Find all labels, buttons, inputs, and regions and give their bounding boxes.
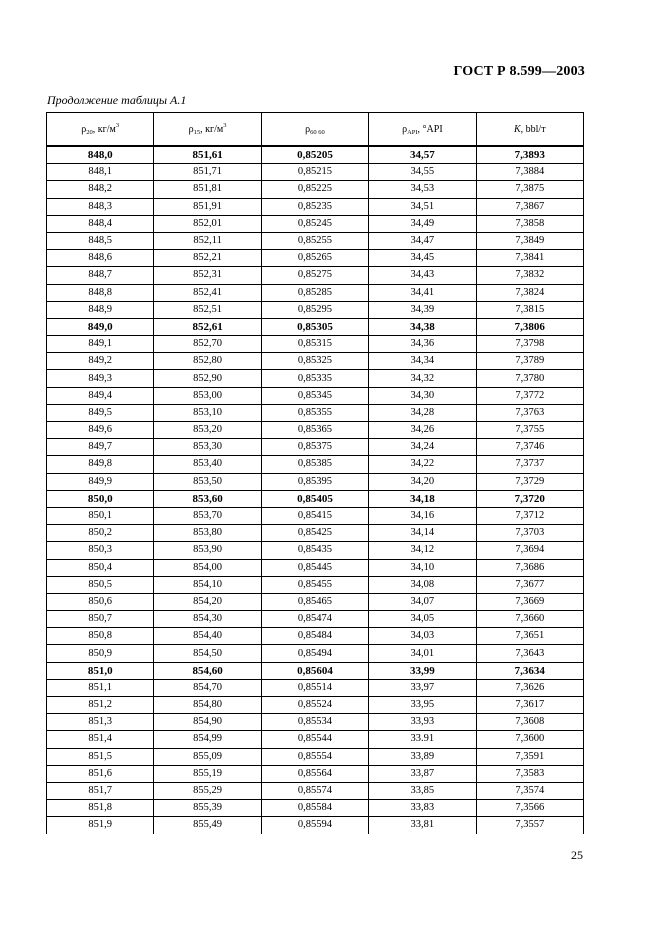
table-row — [47, 284, 584, 301]
table-cell: 7,3694 — [476, 542, 583, 559]
table-cell: 854,30 — [154, 611, 261, 628]
table-cell: 0,85385 — [261, 456, 368, 473]
table-cell: 7,3763 — [476, 404, 583, 421]
table-cell: 850,3 — [47, 542, 154, 559]
table-cell: 854,99 — [154, 731, 261, 748]
table-cell: 852,90 — [154, 370, 261, 387]
table-row — [47, 559, 584, 576]
table-row — [47, 353, 584, 370]
table-cell: 34,07 — [369, 593, 476, 610]
table-cell: 848,6 — [47, 250, 154, 267]
table-cell: 852,31 — [154, 267, 261, 284]
table-cell: 854,70 — [154, 679, 261, 696]
table-cell: 34,36 — [369, 336, 476, 353]
table-cell: 850,8 — [47, 628, 154, 645]
page-number: 25 — [571, 848, 583, 862]
table-cell: 851,5 — [47, 748, 154, 765]
table-cell: 853,90 — [154, 542, 261, 559]
table-cell: 851,4 — [47, 731, 154, 748]
table-cell: 848,2 — [47, 181, 154, 198]
table-cell: 854,20 — [154, 593, 261, 610]
table-row — [47, 507, 584, 524]
table-row — [47, 593, 584, 610]
table-cell: 0,85305 — [261, 318, 368, 335]
table-cell: 34,32 — [369, 370, 476, 387]
table-cell: 7,3841 — [476, 250, 583, 267]
table-cell: 853,30 — [154, 439, 261, 456]
table-cell: 7,3884 — [476, 164, 583, 181]
table-cell: 7,3867 — [476, 198, 583, 215]
table-cell: 849,5 — [47, 404, 154, 421]
table-cell: 0,85584 — [261, 800, 368, 817]
table-row — [47, 817, 584, 834]
table-cell: 850,2 — [47, 525, 154, 542]
table-cell: 34,41 — [369, 284, 476, 301]
table-row — [47, 146, 584, 164]
table-cell: 851,8 — [47, 800, 154, 817]
table-cell: 34,10 — [369, 559, 476, 576]
table-cell: 855,39 — [154, 800, 261, 817]
table-cell: 850,7 — [47, 611, 154, 628]
table-cell: 851,0 — [47, 662, 154, 679]
table-cell: 7,3660 — [476, 611, 583, 628]
table-cell: 0,85474 — [261, 611, 368, 628]
table-cell: 0,85205 — [261, 146, 368, 164]
table-cell: 851,2 — [47, 697, 154, 714]
table-cell: 7,3849 — [476, 232, 583, 249]
table-cell: 7,3634 — [476, 662, 583, 679]
table-cell: 0,85534 — [261, 714, 368, 731]
table-row — [47, 301, 584, 318]
table-cell: 849,2 — [47, 353, 154, 370]
table-cell: 7,3600 — [476, 731, 583, 748]
table-cell: 7,3832 — [476, 267, 583, 284]
table-cell: 853,00 — [154, 387, 261, 404]
table-cell: 34,55 — [369, 164, 476, 181]
table-cell: 849,4 — [47, 387, 154, 404]
table-cell: 7,3737 — [476, 456, 583, 473]
table-row — [47, 679, 584, 696]
table-cell: 0,85395 — [261, 473, 368, 490]
table-cell: 850,5 — [47, 576, 154, 593]
table-cell: 849,0 — [47, 318, 154, 335]
table-cell: 0,85265 — [261, 250, 368, 267]
table-cell: 34,39 — [369, 301, 476, 318]
table-cell: 0,85445 — [261, 559, 368, 576]
table-cell: 0,85455 — [261, 576, 368, 593]
table-cell: 854,50 — [154, 645, 261, 662]
table-cell: 848,5 — [47, 232, 154, 249]
table-cell: 852,41 — [154, 284, 261, 301]
table-row — [47, 697, 584, 714]
table-cell: 0,85514 — [261, 679, 368, 696]
table-row — [47, 525, 584, 542]
table-cell: 34,28 — [369, 404, 476, 421]
table-cell: 850,0 — [47, 490, 154, 507]
table-cell: 851,71 — [154, 164, 261, 181]
table-cell: 7,3643 — [476, 645, 583, 662]
table-row — [47, 473, 584, 490]
table-cell: 33,83 — [369, 800, 476, 817]
table-cell: 34,01 — [369, 645, 476, 662]
table-cell: 7,3557 — [476, 817, 583, 834]
table-cell: 854,10 — [154, 576, 261, 593]
table-cell: 7,3669 — [476, 593, 583, 610]
table-cell: 7,3677 — [476, 576, 583, 593]
table-cell: 0,85375 — [261, 439, 368, 456]
table-cell: 849,8 — [47, 456, 154, 473]
table-cell: 0,85435 — [261, 542, 368, 559]
table-row — [47, 662, 584, 679]
table-cell: 854,60 — [154, 662, 261, 679]
table-row — [47, 439, 584, 456]
table-cell: 34,12 — [369, 542, 476, 559]
table-row — [47, 387, 584, 404]
table-row — [47, 250, 584, 267]
table-cell: 0,85355 — [261, 404, 368, 421]
table-cell: 34,24 — [369, 439, 476, 456]
table-row — [47, 748, 584, 765]
table-cell: 855,49 — [154, 817, 261, 834]
table-row — [47, 765, 584, 782]
table-cell: 851,7 — [47, 782, 154, 799]
table-cell: 34,47 — [369, 232, 476, 249]
table-cell: 7,3608 — [476, 714, 583, 731]
table-cell: 0,85345 — [261, 387, 368, 404]
table-cell: 852,70 — [154, 336, 261, 353]
table-cell: 0,85245 — [261, 215, 368, 232]
table-row — [47, 628, 584, 645]
table-body — [47, 146, 584, 834]
document-code: ГОСТ Р 8.599—2003 — [453, 64, 585, 79]
column-header-relative-density: $\rho_{60 60}$ — [261, 113, 368, 147]
table-cell: 852,80 — [154, 353, 261, 370]
table-cell: 849,7 — [47, 439, 154, 456]
table-cell: 853,80 — [154, 525, 261, 542]
table-cell: 0,85494 — [261, 645, 368, 662]
table-cell: 851,81 — [154, 181, 261, 198]
table-cell: 853,60 — [154, 490, 261, 507]
table-cell: 7,3893 — [476, 146, 583, 164]
table-cell: 7,3815 — [476, 301, 583, 318]
table-cell: 34,03 — [369, 628, 476, 645]
column-header-api-gravity: $\rho_{API}$, °API — [369, 113, 476, 147]
table-cell: 852,21 — [154, 250, 261, 267]
table-row — [47, 318, 584, 335]
table-cell: 0,85225 — [261, 181, 368, 198]
table-cell: 852,51 — [154, 301, 261, 318]
table-cell: 0,85544 — [261, 731, 368, 748]
table-row — [47, 456, 584, 473]
table-cell: 33,81 — [369, 817, 476, 834]
table-row — [47, 198, 584, 215]
table-cell: 33,87 — [369, 765, 476, 782]
table-cell: 852,11 — [154, 232, 261, 249]
table-cell: 7,3772 — [476, 387, 583, 404]
table-row — [47, 267, 584, 284]
table-cell: 34,18 — [369, 490, 476, 507]
table-row — [47, 611, 584, 628]
table-cell: 7,3875 — [476, 181, 583, 198]
table-cell: 0,85215 — [261, 164, 368, 181]
data-table — [46, 112, 584, 834]
table-cell: 850,9 — [47, 645, 154, 662]
table-cell: 33,89 — [369, 748, 476, 765]
table-cell: 34,08 — [369, 576, 476, 593]
table-caption: Продолжение таблицы А.1 — [47, 93, 187, 107]
table-cell: 855,09 — [154, 748, 261, 765]
table-cell: 0,85484 — [261, 628, 368, 645]
table-cell: 848,7 — [47, 267, 154, 284]
table-cell: 848,0 — [47, 146, 154, 164]
table-cell: 849,6 — [47, 422, 154, 439]
table-row — [47, 232, 584, 249]
table-cell: 7,3789 — [476, 353, 583, 370]
table-cell: 33,93 — [369, 714, 476, 731]
table-cell: 0,85325 — [261, 353, 368, 370]
table-row — [47, 164, 584, 181]
table-cell: 7,3566 — [476, 800, 583, 817]
table-row — [47, 404, 584, 421]
table-cell: 0,85524 — [261, 697, 368, 714]
table-cell: 7,3574 — [476, 782, 583, 799]
table-cell: 851,1 — [47, 679, 154, 696]
table-cell: 854,90 — [154, 714, 261, 731]
table-row — [47, 645, 584, 662]
table-cell: 0,85594 — [261, 817, 368, 834]
table-cell: 33,97 — [369, 679, 476, 696]
table-row — [47, 336, 584, 353]
table-cell: 7,3746 — [476, 439, 583, 456]
table-cell: 34,45 — [369, 250, 476, 267]
table-cell: 848,8 — [47, 284, 154, 301]
table-cell: 855,19 — [154, 765, 261, 782]
table-cell: 34,05 — [369, 611, 476, 628]
table-cell: 7,3798 — [476, 336, 583, 353]
table-cell: 853,70 — [154, 507, 261, 524]
table-cell: 7,3806 — [476, 318, 583, 335]
table-cell: 7,3720 — [476, 490, 583, 507]
table-cell: 0,85365 — [261, 422, 368, 439]
table-cell: 0,85315 — [261, 336, 368, 353]
table-row — [47, 490, 584, 507]
table-cell: 854,00 — [154, 559, 261, 576]
table-cell: 7,3626 — [476, 679, 583, 696]
table-row — [47, 800, 584, 817]
table-row — [47, 714, 584, 731]
table-cell: 848,3 — [47, 198, 154, 215]
table-cell: 848,9 — [47, 301, 154, 318]
table-cell: 850,4 — [47, 559, 154, 576]
table-cell: 849,1 — [47, 336, 154, 353]
table-cell: 850,6 — [47, 593, 154, 610]
table-cell: 0,85574 — [261, 782, 368, 799]
table-row — [47, 422, 584, 439]
table-cell: 7,3651 — [476, 628, 583, 645]
table-cell: 0,85255 — [261, 232, 368, 249]
table-cell: 0,85405 — [261, 490, 368, 507]
table-cell: 851,91 — [154, 198, 261, 215]
table-cell: 0,85604 — [261, 662, 368, 679]
table-cell: 852,61 — [154, 318, 261, 335]
table-cell: 0,85235 — [261, 198, 368, 215]
table-cell: 851,3 — [47, 714, 154, 731]
table-cell: 7,3824 — [476, 284, 583, 301]
table-cell: 853,20 — [154, 422, 261, 439]
table-cell: 7,3591 — [476, 748, 583, 765]
table-cell: 33.91 — [369, 731, 476, 748]
table-cell: 850,1 — [47, 507, 154, 524]
table-cell: 34,51 — [369, 198, 476, 215]
table-cell: 7,3703 — [476, 525, 583, 542]
table-cell: 34,30 — [369, 387, 476, 404]
table-cell: 849,9 — [47, 473, 154, 490]
table-row — [47, 542, 584, 559]
table-cell: 848,1 — [47, 164, 154, 181]
table-cell: 7,3686 — [476, 559, 583, 576]
table-cell: 7,3617 — [476, 697, 583, 714]
table-cell: 0,85285 — [261, 284, 368, 301]
table-cell: 854,80 — [154, 697, 261, 714]
table-cell: 0,85564 — [261, 765, 368, 782]
column-header-rho20: $\rho_{20}$, $кг/м^3$ — [47, 113, 154, 147]
table-cell: 0,85335 — [261, 370, 368, 387]
table-cell: 0,85415 — [261, 507, 368, 524]
table-cell: 7,3858 — [476, 215, 583, 232]
header-row — [47, 113, 584, 147]
table-cell: 34,14 — [369, 525, 476, 542]
table-cell: 0,85295 — [261, 301, 368, 318]
table-row — [47, 782, 584, 799]
table-cell: 34,22 — [369, 456, 476, 473]
table-cell: 7,3729 — [476, 473, 583, 490]
table-cell: 851,61 — [154, 146, 261, 164]
column-header-k-factor: K, bbl/т — [476, 113, 583, 147]
table-cell: 34,16 — [369, 507, 476, 524]
table-cell: 0,85554 — [261, 748, 368, 765]
table-cell: 33,95 — [369, 697, 476, 714]
table-cell: 7,3712 — [476, 507, 583, 524]
table-cell: 848,4 — [47, 215, 154, 232]
table-cell: 34,20 — [369, 473, 476, 490]
table-cell: 33,99 — [369, 662, 476, 679]
table-cell: 34,57 — [369, 146, 476, 164]
table-cell: 7,3755 — [476, 422, 583, 439]
table-cell: 0,85425 — [261, 525, 368, 542]
table-cell: 34,38 — [369, 318, 476, 335]
table-row — [47, 181, 584, 198]
table-row — [47, 370, 584, 387]
table-cell: 852,01 — [154, 215, 261, 232]
table-cell: 851,6 — [47, 765, 154, 782]
table-cell: 853,40 — [154, 456, 261, 473]
table-cell: 34,26 — [369, 422, 476, 439]
table-cell: 853,50 — [154, 473, 261, 490]
table-cell: 849,3 — [47, 370, 154, 387]
table-cell: 7,3583 — [476, 765, 583, 782]
table-row — [47, 215, 584, 232]
table-cell: 34,53 — [369, 181, 476, 198]
table-cell: 33,85 — [369, 782, 476, 799]
table-cell: 34,43 — [369, 267, 476, 284]
column-header-rho15: $\rho_{15}$, $кг/м^3$ — [154, 113, 261, 147]
table-cell: 34,34 — [369, 353, 476, 370]
table-cell: 7,3780 — [476, 370, 583, 387]
table-cell: 854,40 — [154, 628, 261, 645]
table-cell: 855,29 — [154, 782, 261, 799]
table-cell: 0,85465 — [261, 593, 368, 610]
table-cell: 853,10 — [154, 404, 261, 421]
table-cell: 851,9 — [47, 817, 154, 834]
table-row — [47, 576, 584, 593]
table-cell: 34,49 — [369, 215, 476, 232]
table-cell: 0,85275 — [261, 267, 368, 284]
table-row — [47, 731, 584, 748]
